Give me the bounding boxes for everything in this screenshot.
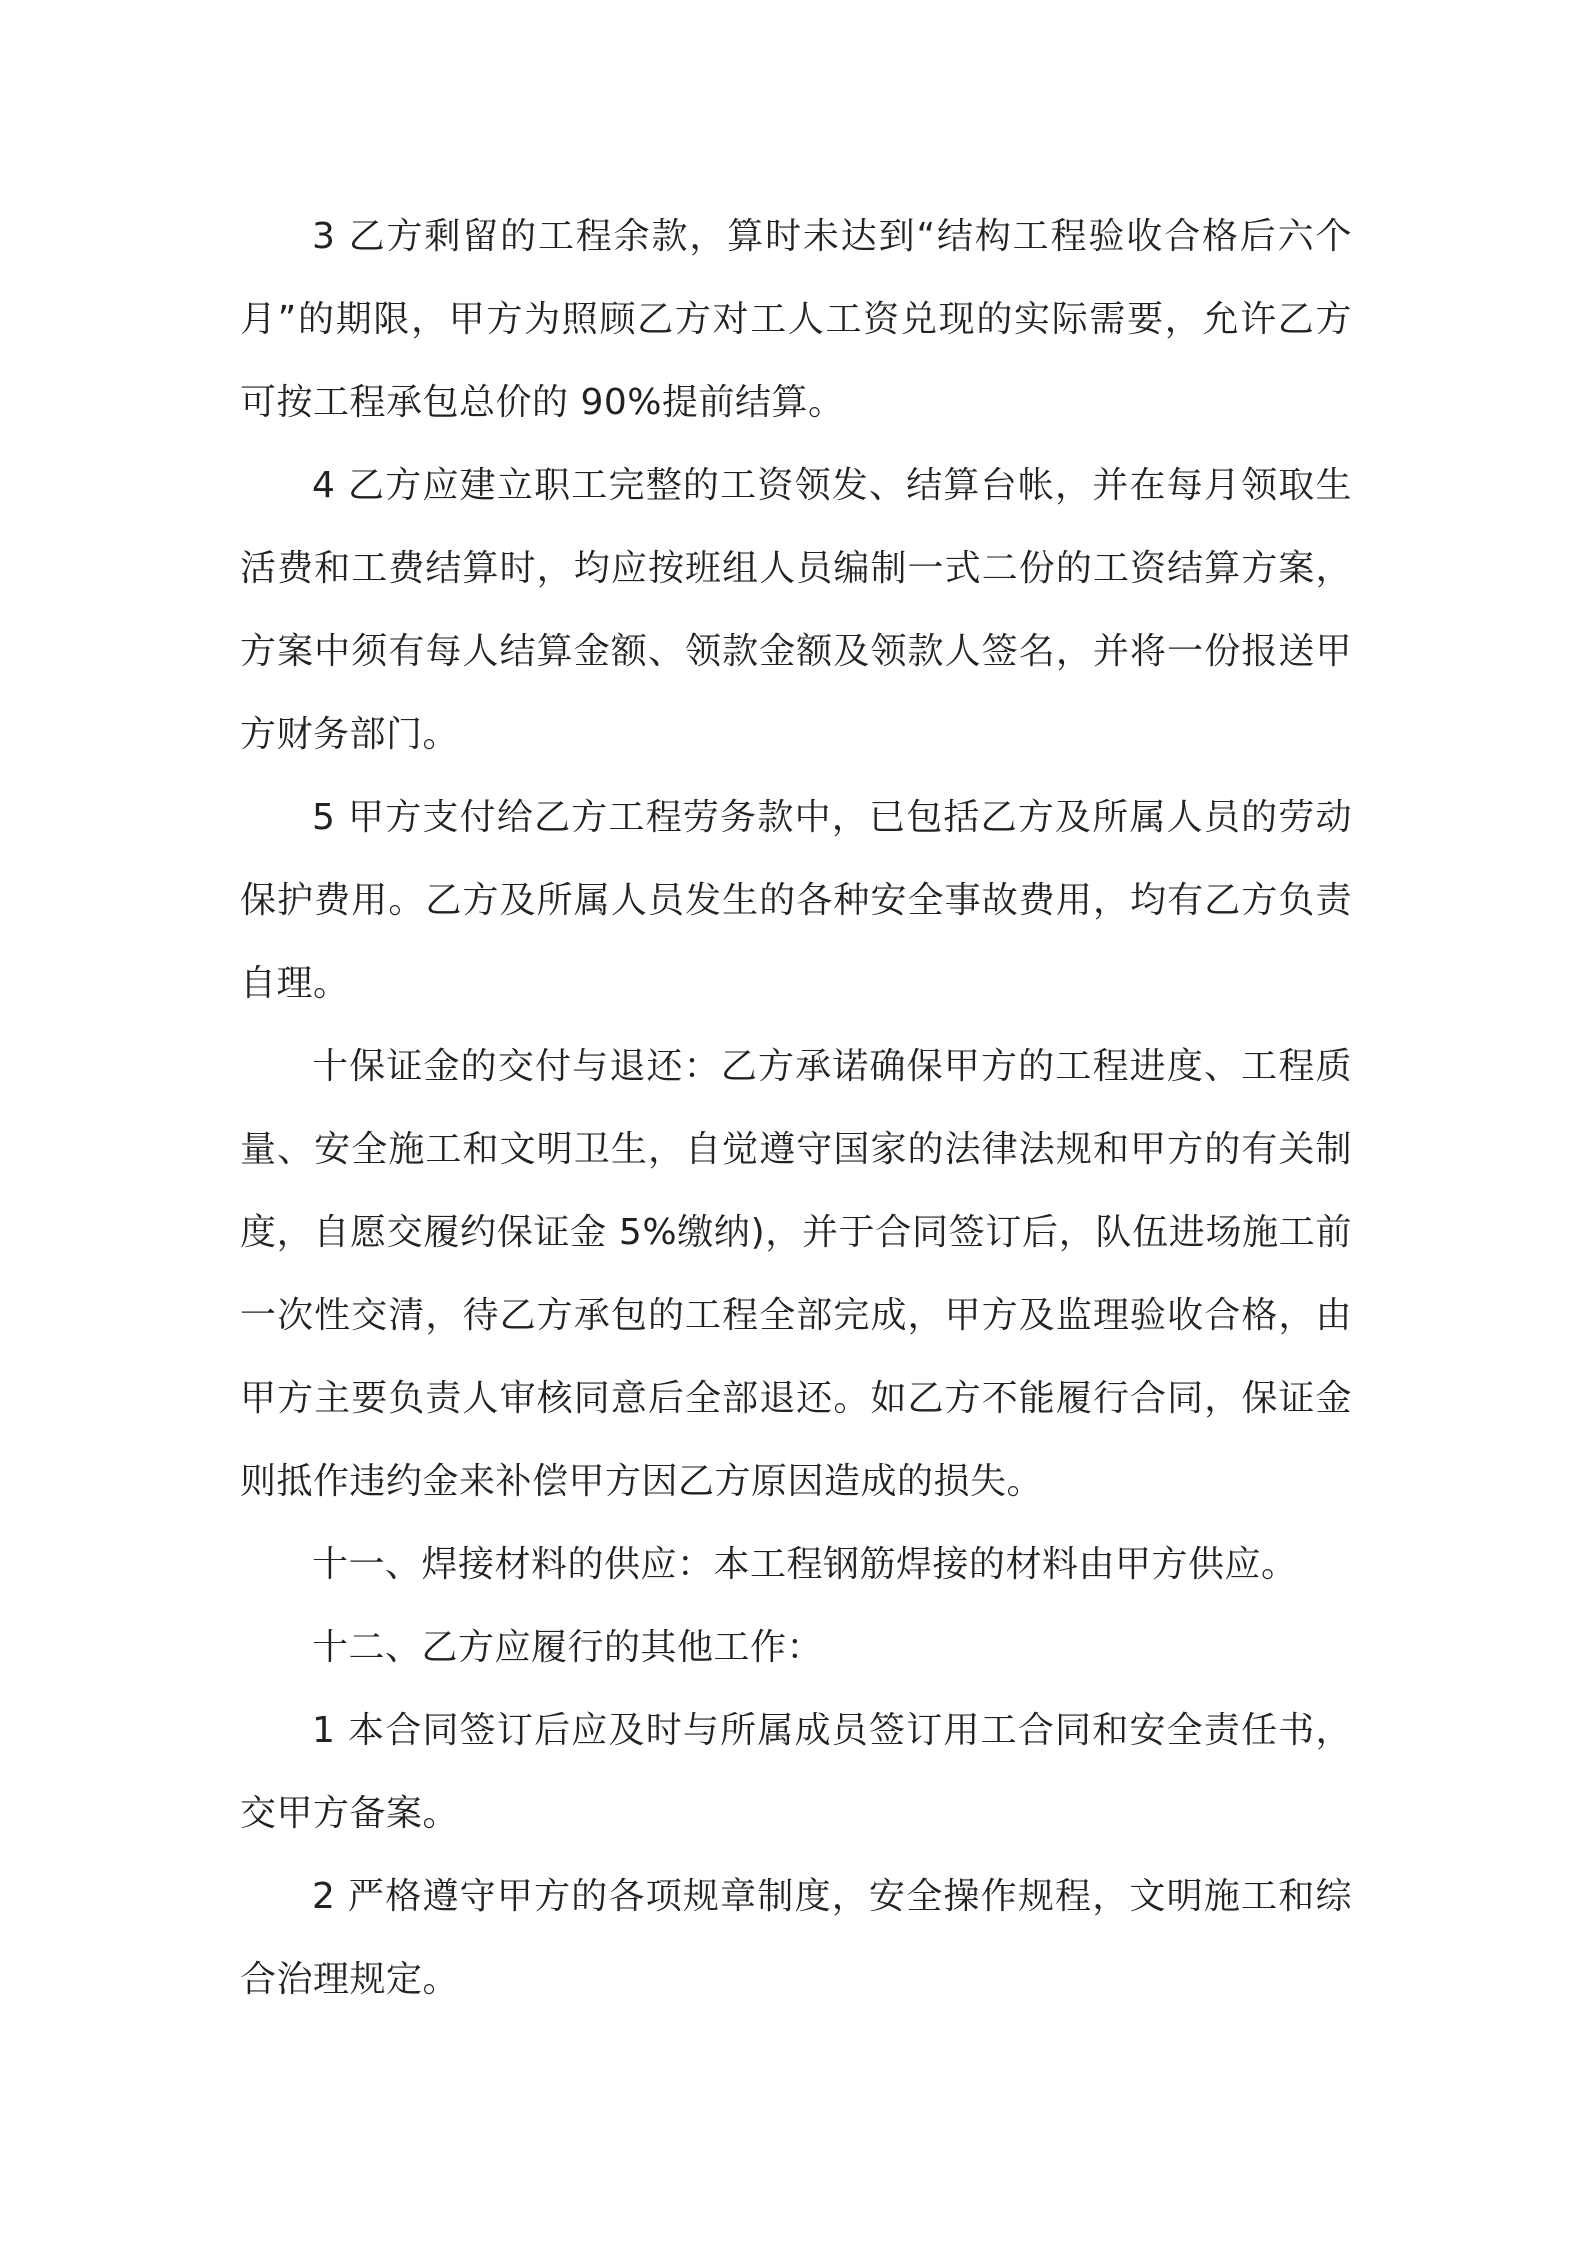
paragraph-duty-contracts: 1 本合同签订后应及时与所属成员签订用工合同和安全责任书，交甲方备案。 <box>240 1710 1352 1834</box>
paragraph-duty-regulations: 2 严格遵守甲方的各项规章制度，安全操作规程，文明施工和综合治理规定。 <box>240 1876 1352 2000</box>
paragraph-welding-materials: 十一、焊接材料的供应：本工程钢筋焊接的材料由甲方供应。 <box>312 1544 1298 1585</box>
paragraph-other-duties-heading: 十二、乙方应履行的其他工作： <box>312 1627 824 1668</box>
document-body <box>240 195 1352 2021</box>
paragraph-deposit: 十保证金的交付与退还：乙方承诺确保甲方的工程进度、工程质量、安全施工和文明卫生，自觉遵守国家的法律法规和甲方的有关制度，自愿交履约保证金 5%缴纳)，并于合同签订后，队伍进场施工前一次性交清，待乙方承包的工程全部完成，甲方及监理验收合格，由甲方主要负责人审核同意后全部退还。如乙方不能履行合同，保证金则抵作违约金来补偿甲方因乙方原因造成的损失。 <box>240 1046 1352 1502</box>
paragraph-wage-ledger: 4 乙方应建立职工完整的工资领发、结算台帐，并在每月领取生活费和工费结算时，均应按班组人员编制一式二份的工资结算方案，方案中须有每人结算金额、领款金额及领款人签名，并将一份报送甲方财务部门。 <box>240 465 1352 755</box>
paragraph-labor-protection: 5 甲方支付给乙方工程劳务款中，已包括乙方及所属人员的劳动保护费用。乙方及所属人员发生的各种安全事故费用，均有乙方负责自理。 <box>240 797 1352 1004</box>
paragraph-settlement-balance: 3 乙方剩留的工程余款，算时未达到“结构工程验收合格后六个月”的期限，甲方为照顾乙方对工人工资兑现的实际需要，允许乙方可按工程承包总价的 90%提前结算。 <box>240 216 1352 423</box>
